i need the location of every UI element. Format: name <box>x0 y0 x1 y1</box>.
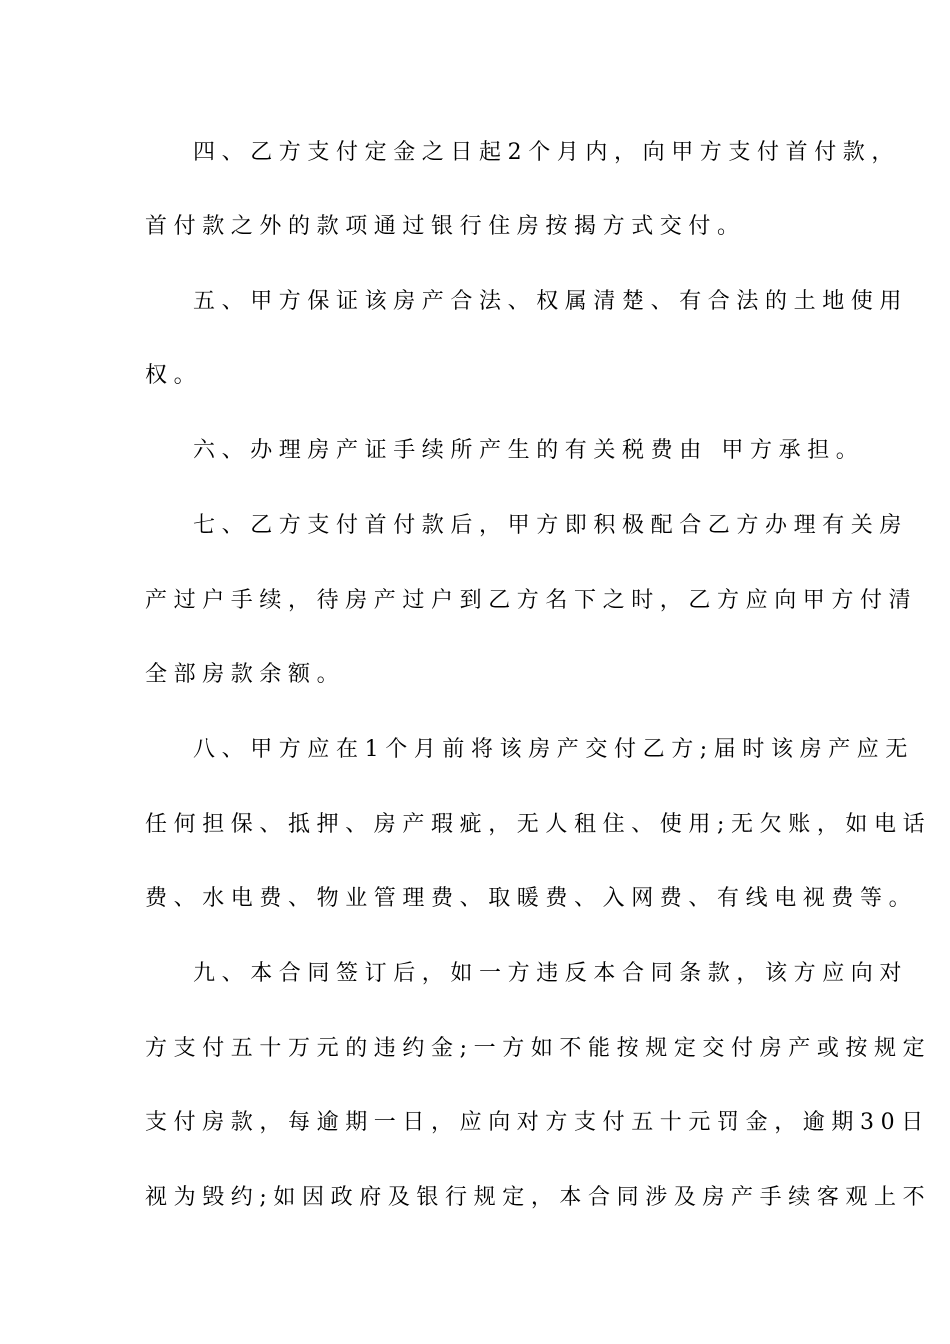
clause-8-line-3: 费、水电费、物业管理费、取暖费、入网费、有线电视费等。 <box>145 886 918 911</box>
clause-7-line-2: 产过户手续，待房产过户到乙方名下之时，乙方应向甲方付清 <box>145 588 918 613</box>
clause-5-line-2: 权。 <box>145 363 203 388</box>
clause-9-line-3: 支付房款，每逾期一日，应向对方支付五十元罚金，逾期30日 <box>145 1110 930 1135</box>
clause-9-line-4: 视为毁约;如因政府及银行规定，本合同涉及房产手续客观上不 <box>145 1185 932 1210</box>
clause-8-line-1: 八、甲方应在1个月前将该房产交付乙方;届时该房产应无 <box>193 737 915 762</box>
clause-4-line-2: 首付款之外的款项通过银行住房按揭方式交付。 <box>145 214 746 239</box>
clause-7-line-1: 七、乙方支付首付款后，甲方即积极配合乙方办理有关房 <box>193 513 909 538</box>
clause-8-line-2: 任何担保、抵押、房产瑕疵，无人租住、使用;无欠账，如电话 <box>145 812 932 837</box>
clause-9-line-2: 方支付五十万元的违约金;一方如不能按规定交付房产或按规定 <box>145 1036 932 1061</box>
clause-6-line-1: 六、办理房产证手续所产生的有关税费由 甲方承担。 <box>193 438 865 463</box>
clause-5-line-1: 五、甲方保证该房产合法、权属清楚、有合法的土地使用 <box>193 289 909 314</box>
clause-9-line-1: 九、本合同签订后，如一方违反本合同条款，该方应向对 <box>193 961 909 986</box>
clause-7-line-3: 全部房款余额。 <box>145 662 346 687</box>
clause-4-line-1: 四、乙方支付定金之日起2个月内，向甲方支付首付款， <box>193 140 900 165</box>
